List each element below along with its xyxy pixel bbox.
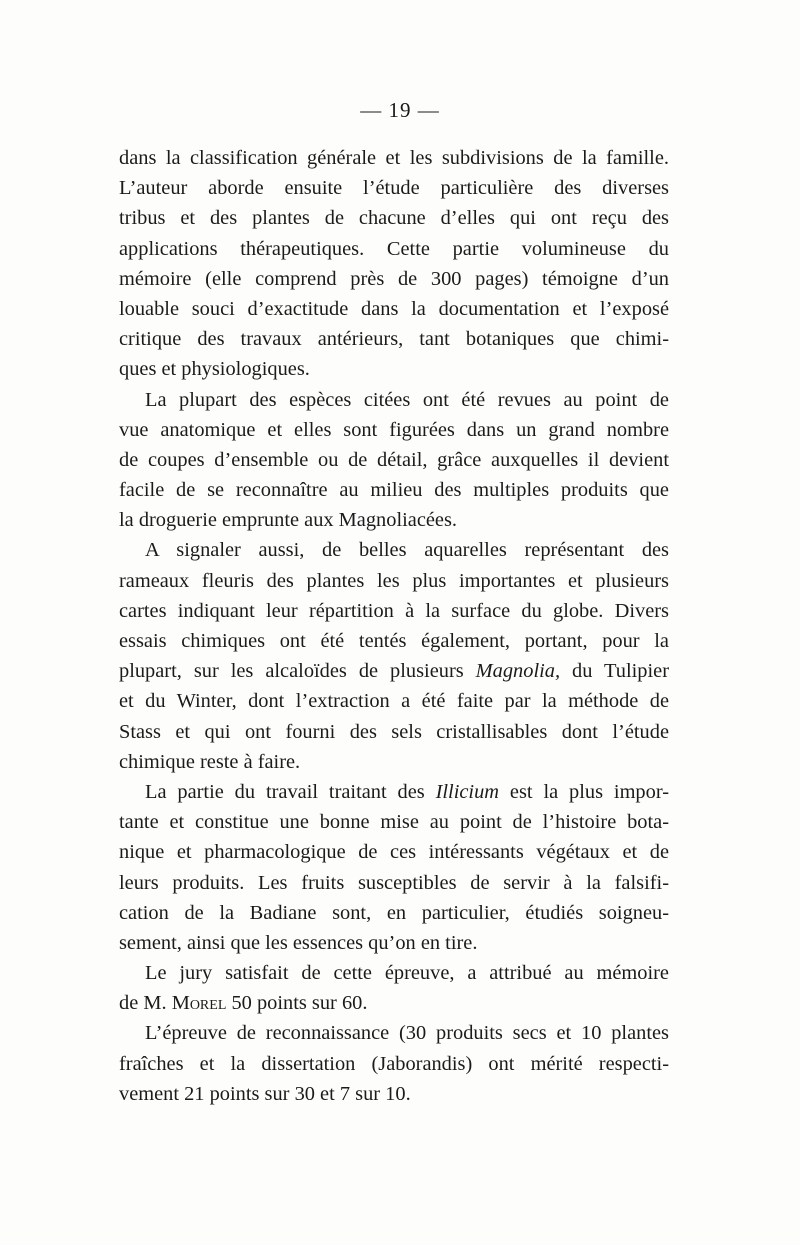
text-line: L’épreuve de reconnaissance (30 produits secs et 10 plantes [145, 1022, 669, 1045]
text-line: ques et physiologiques. [119, 358, 310, 381]
text-line: facile de se reconnaître au milieu des multiples produits que [119, 479, 669, 502]
text-segment: de M. [119, 992, 167, 1015]
text-line: A signaler aussi, de belles aquarelles représentant des [145, 539, 669, 562]
text-line: L’auteur aborde ensuite l’étude particulière des diverses [119, 177, 669, 200]
text-segment: La partie du travail traitant des [145, 780, 425, 803]
text-segment: du Tulipier [572, 660, 670, 683]
text-line: essais chimiques ont été tentés également, portant, pour la [119, 630, 669, 652]
text-line: chimique reste à faire. [119, 750, 301, 773]
text-line: vement 21 points sur 30 et 7 sur 10. [119, 1082, 411, 1105]
italic-genus-name: Illicium [435, 780, 500, 803]
text-line: Le jury satisfait de cette épreuve, a attribué au mémoire [145, 962, 669, 985]
text-line [119, 777, 669, 807]
text-line: sement, ainsi que les essences qu’on en tire. [119, 931, 478, 954]
text-line: cartes indiquant leur répartition à la surface du globe. Divers [119, 599, 669, 622]
text-line: applications thérapeutiques. Cette partie volumineuse du [119, 237, 669, 260]
text-line: cation de la Badiane sont, en particulier, étudiés soigneu- [119, 901, 669, 924]
text-line: louable souci d’exactitude dans la documentation et l’exposé [119, 297, 669, 320]
page-number: — 19 — [360, 98, 440, 122]
text-line [119, 656, 669, 686]
text-line: la droguerie emprunte aux Magnoliacées. [119, 509, 458, 532]
text-line: dans la classification générale et les subdivisions de la famille. [119, 147, 669, 169]
italic-genus-name: Magnolia, [475, 660, 561, 683]
paragraph-2 [119, 385, 669, 536]
text-line: leurs produits. Les fruits susceptibles de servir à la falsifi- [119, 871, 669, 894]
text-line: vue anatomique et elles sont figurées dans un grand nombre [119, 418, 669, 441]
paragraph-1 [119, 143, 669, 385]
text-line: fraîches et la dissertation (Jaborandis) ont mérité respecti- [119, 1052, 669, 1075]
paragraph-6 [119, 1018, 669, 1109]
text-line: et du Winter, dont l’extraction a été faite par la méthode de [119, 690, 669, 713]
text-segment: est la plus impor- [509, 780, 669, 803]
author-name: Morel [171, 992, 227, 1015]
text-segment: 50 points sur 60. [231, 992, 368, 1015]
text-line: critique des travaux antérieurs, tant botaniques que chimi- [119, 328, 669, 351]
text-line [119, 988, 669, 1018]
text-line: mémoire (elle comprend près de 300 pages) témoigne d’un [119, 267, 669, 290]
text-segment: plupart, sur les alcaloïdes de plusieurs [119, 660, 464, 683]
text-line: tante et constitue une bonne mise au point de l’histoire bota- [119, 811, 669, 834]
text-line: Stass et qui ont fourni des sels cristallisables dont l’étude [119, 720, 669, 743]
paragraph-5 [119, 958, 669, 1018]
text-line: de coupes d’ensemble ou de détail, grâce auxquelles il devient [119, 448, 669, 471]
paragraph-3 [119, 535, 669, 777]
text-line: La plupart des espèces citées ont été revues au point de [145, 388, 669, 411]
text-line: nique et pharmacologique de ces intéressants végétaux et de [119, 841, 669, 864]
text-line: tribus et des plantes de chacune d’elles qui ont reçu des [119, 207, 669, 230]
paragraph-4 [119, 777, 669, 958]
body-text [119, 143, 669, 1109]
text-line: rameaux fleuris des plantes les plus importantes et plusieurs [119, 569, 669, 592]
